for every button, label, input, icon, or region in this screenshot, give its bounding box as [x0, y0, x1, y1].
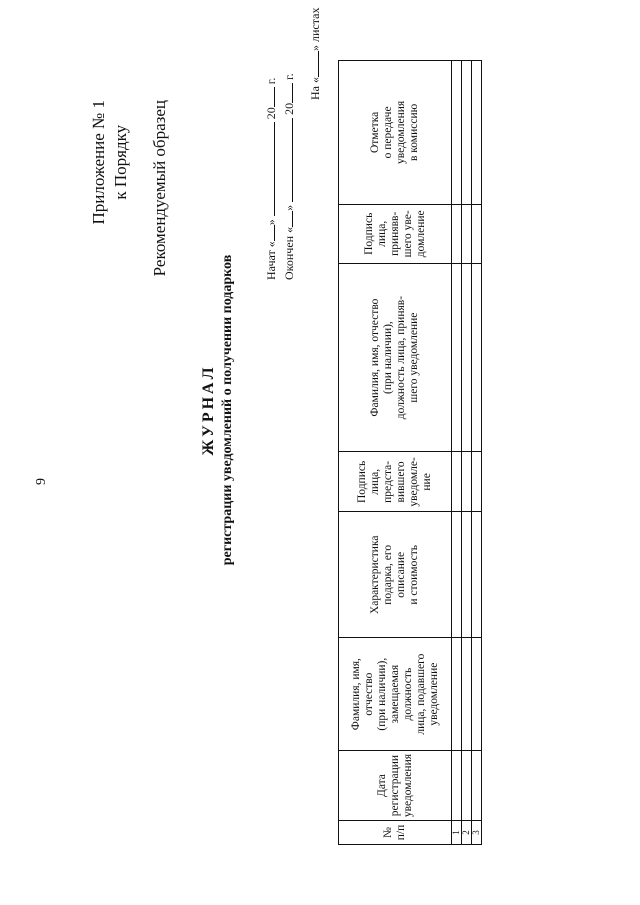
table-cell [472, 638, 482, 751]
year-suffix: г. [264, 77, 278, 85]
table-row [452, 61, 462, 845]
quote-close: » [282, 204, 296, 211]
table-cell [472, 204, 482, 263]
header-commission-mark: Отметка о передаче уведомления в комиссию [339, 61, 452, 205]
day-blank [280, 211, 293, 227]
journal-table [338, 60, 482, 845]
appendix-line: к Порядку [111, 124, 130, 200]
table-cell [462, 638, 472, 751]
header-receiver-signature: Подпись лица, принявв- шего уве- домление [339, 204, 452, 263]
finished-label: Окончен « [282, 226, 296, 280]
table-cell: 3 [472, 821, 482, 845]
header-receiver-name: Фамилия, имя, отчество (при наличии), должность лица, приняв- шего уведомление [339, 263, 452, 452]
month-blank [280, 118, 293, 202]
header-registration-date: Дата регистрации уведомления [339, 751, 452, 821]
started-label: Начат « [264, 241, 278, 280]
table-cell [452, 204, 462, 263]
table-row [472, 61, 482, 845]
table-cell: 1 [452, 821, 462, 845]
sheets-blank [306, 51, 319, 77]
table-cell: 2 [462, 821, 472, 845]
header-submitter-signature: Подпись лица, предста- вившего уведомле- ние [339, 452, 452, 512]
sample-label: Рекомендуемый образец [150, 100, 169, 277]
table-cell [462, 61, 472, 205]
started-line [262, 73, 280, 280]
table-cell [462, 512, 472, 638]
header-number: № п/п [339, 821, 452, 845]
table-cell [452, 452, 462, 512]
month-blank [262, 122, 275, 216]
year-suffix: г. [282, 73, 296, 80]
sheets-count [306, 8, 323, 100]
sheets-prefix: На « [308, 77, 322, 100]
table-cell [452, 263, 462, 452]
header-gift-description: Характеристика подарка, его описание и стоимость [339, 512, 452, 638]
finished-line [280, 73, 298, 280]
appendix-heading [88, 100, 132, 224]
quote-close: » [264, 219, 278, 226]
appendix-line: Приложение № 1 [89, 100, 108, 225]
table-cell [452, 61, 462, 205]
header-submitter-name: Фамилия, имя, отчество (при наличии), замещаемая должность лица, подавшего уведомление [339, 638, 452, 751]
table-cell [472, 452, 482, 512]
date-fields [262, 73, 298, 280]
table-cell [452, 751, 462, 821]
day-blank [262, 225, 275, 241]
year-prefix: 20 [264, 107, 278, 120]
year-blank [262, 87, 275, 107]
table-cell [462, 751, 472, 821]
table-cell [472, 263, 482, 452]
table-cell [472, 751, 482, 821]
table-cell [462, 204, 472, 263]
table-cell [452, 638, 462, 751]
title-sub: регистрации уведомлений о получении подарков [220, 254, 235, 566]
table-cell [472, 61, 482, 205]
journal-title [200, 190, 236, 630]
table-cell [462, 263, 472, 452]
table-cell [462, 452, 472, 512]
table-row [462, 61, 472, 845]
year-prefix: 20 [282, 102, 296, 115]
page-number: 9 [34, 478, 49, 485]
table-cell [452, 512, 462, 638]
table-cell [472, 512, 482, 638]
title-main: ЖУРНАЛ [200, 364, 217, 456]
sheets-suffix: » листах [308, 7, 322, 51]
year-blank [280, 83, 293, 103]
table-header-row [339, 61, 452, 845]
